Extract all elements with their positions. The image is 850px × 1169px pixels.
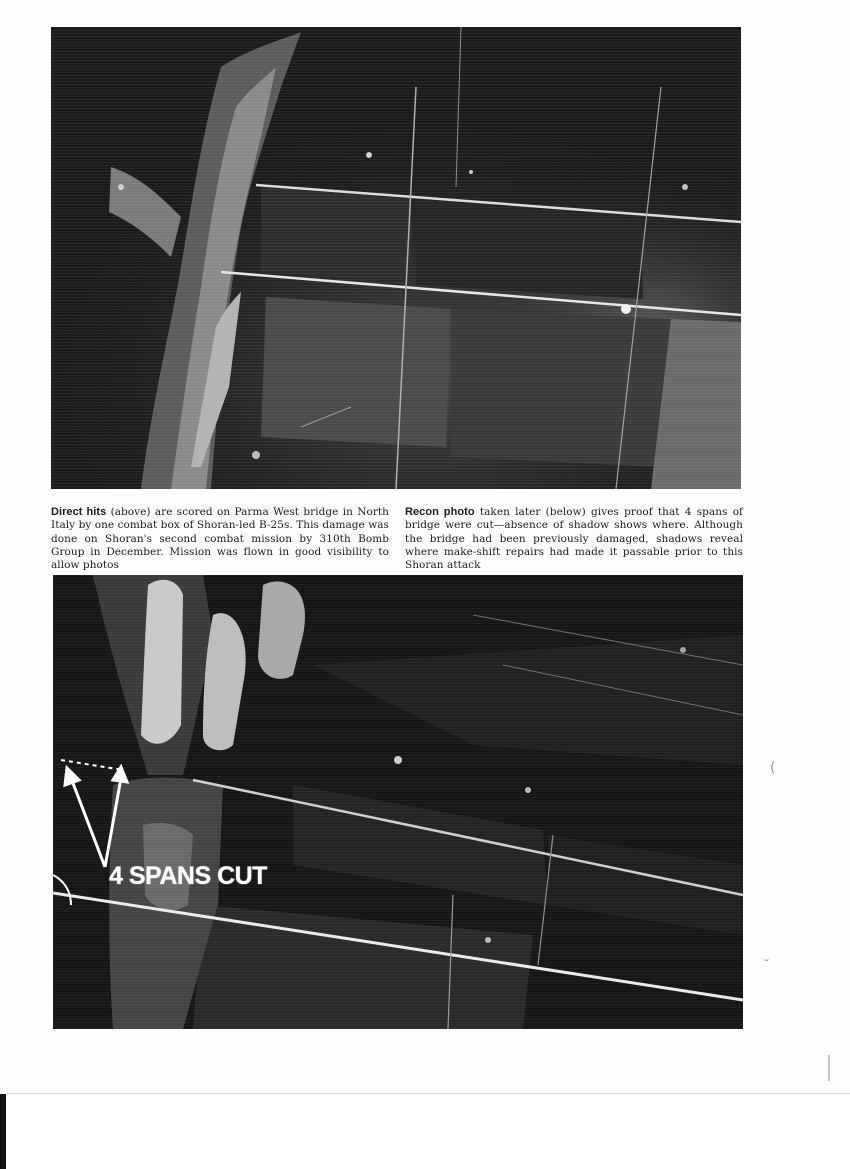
caption-recon-photo [405, 506, 743, 572]
scan-edge-shadow [0, 1094, 6, 1169]
caption-lead: Direct hits [51, 506, 107, 518]
scan-edge-mark [828, 1055, 830, 1081]
bottom-recon-photo [53, 575, 743, 1029]
top-aerial-photo [51, 27, 741, 489]
spans-cut-annotation: 4 SPANS CUT [109, 862, 267, 890]
scan-bottom-margin [0, 1094, 850, 1169]
caption-body: (above) are scored on Parma West bridge in North Italy by one combat box of Shoran-led B-25s. This damage was done on Shoran's second combat mission by 310th Bomb Group in December. Mission was flown in good visibility to allow photos [51, 506, 389, 572]
caption-lead: Recon photo [405, 506, 475, 518]
margin-mark-upper: ( [770, 760, 776, 776]
caption-direct-hits [51, 506, 389, 572]
caption-body: taken later (below) gives proof that 4 spans of bridge were cut—absence of shadow shows where. Although the bridge had been previously damaged, shadows reveal where make-shift repairs had made it passable prior to this Shoran attack [405, 506, 743, 572]
